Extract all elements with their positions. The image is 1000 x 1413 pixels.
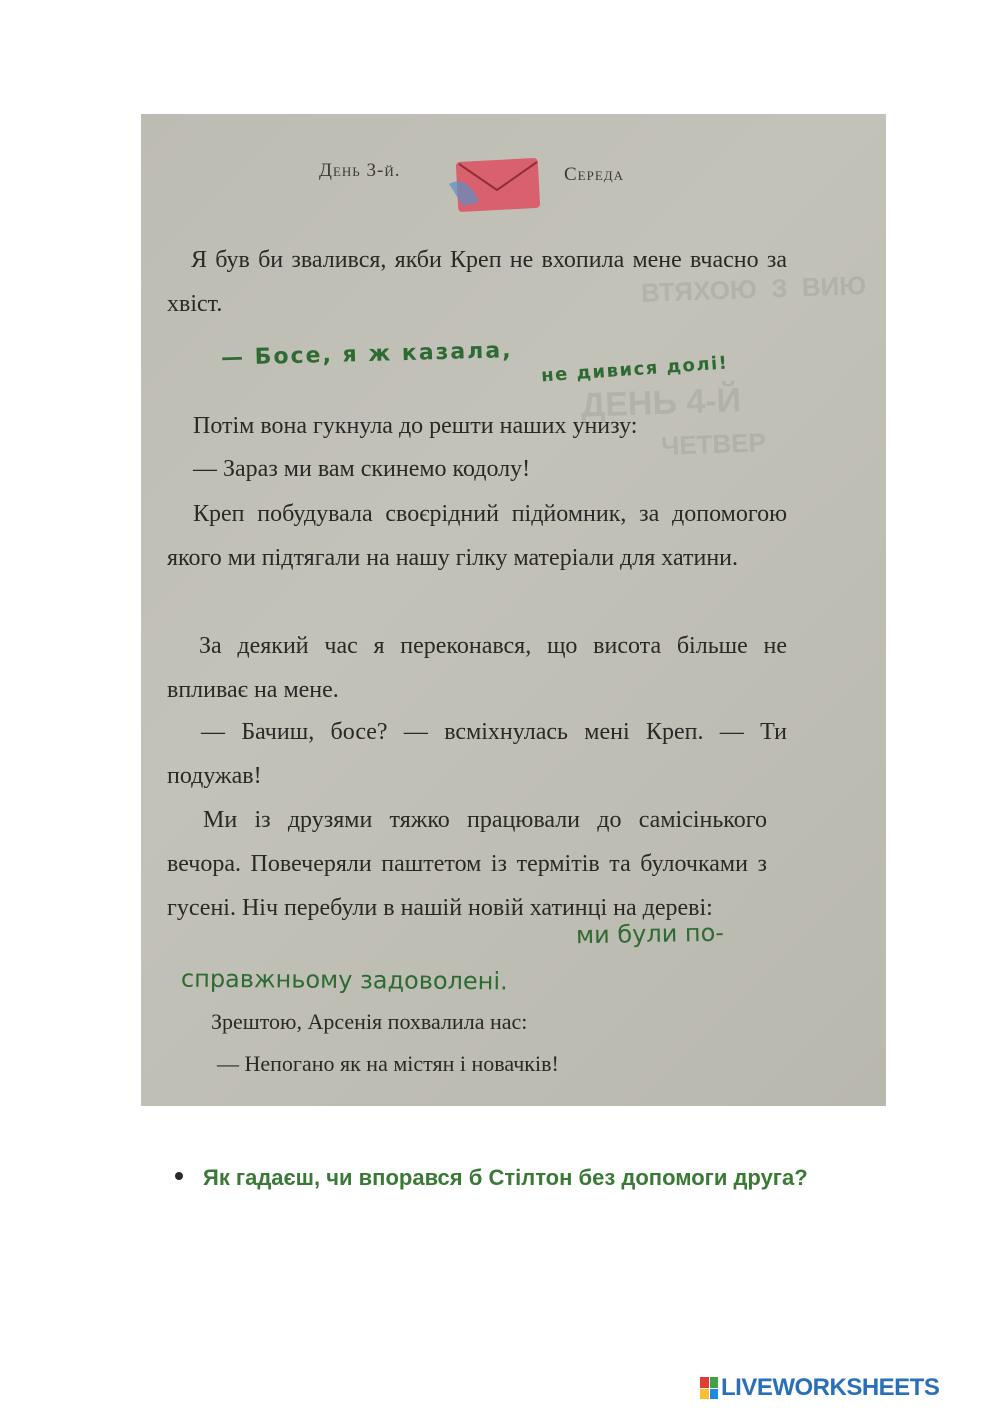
handwritten-note-part2: справжньому задоволені. bbox=[180, 964, 508, 996]
bullet-icon bbox=[175, 1172, 183, 1180]
paragraph-4: Креп побудувала своєрідний підйомник, за допомогою якого ми підтягали на нашу гілку матеріали для хатини. bbox=[167, 501, 787, 571]
bleed-through-text: ДЕНЬ 4-Й bbox=[580, 381, 742, 425]
handwritten-note-part1: ми були по- bbox=[575, 918, 725, 950]
paragraph-5: За деякий час я переконався, що висота більше не впливає на мене. bbox=[167, 633, 787, 703]
liveworksheets-logo-icon bbox=[700, 1377, 718, 1399]
page-header bbox=[141, 154, 886, 224]
book-page-photo bbox=[141, 114, 886, 1106]
handwritten-quote-part2: не дивися долі! bbox=[540, 352, 730, 387]
envelope-icon bbox=[449, 154, 545, 216]
paragraph-7: Ми із друзями тяжко працювали до самісінького вечора. Повечеряли паштетом із термітів та булочками з гусені. Ніч перебули в нашій новій хатинці на дереві: bbox=[167, 807, 767, 921]
paragraph-3: — Зараз ми вам скинемо кодолу! bbox=[193, 456, 531, 482]
paragraph-1: Я був би звалився, якби Креп не вхопила мене вчасно за хвіст. bbox=[167, 247, 787, 317]
brand-watermark bbox=[700, 1375, 939, 1401]
question-text: Як гадаєш, чи впорався б Стілтон без допомоги друга? bbox=[203, 1165, 808, 1190]
brand-name: LIVEWORKSHEETS bbox=[721, 1374, 940, 1401]
header-weekday: Середа bbox=[564, 164, 625, 185]
bleed-through-text: ВТЯХОЮ З ВИЮ bbox=[640, 270, 867, 308]
header-day: День 3-й. bbox=[319, 160, 401, 181]
paragraph-2: Потім вона гукнула до решти наших унизу: bbox=[193, 413, 638, 439]
paragraph-9: — Непогано як на містян і новачків! bbox=[217, 1051, 559, 1076]
bleed-through-text: ЧЕТВЕР bbox=[660, 427, 767, 461]
handwritten-quote-part1: — Босе, я ж казала, bbox=[220, 338, 513, 371]
paragraph-6: — Бачиш, босе? — всміхнулась мені Креп. — Ти подужав! bbox=[167, 719, 787, 789]
paragraph-8: Зрештою, Арсенія похвалила нас: bbox=[211, 1009, 528, 1034]
question-item bbox=[175, 1165, 808, 1191]
